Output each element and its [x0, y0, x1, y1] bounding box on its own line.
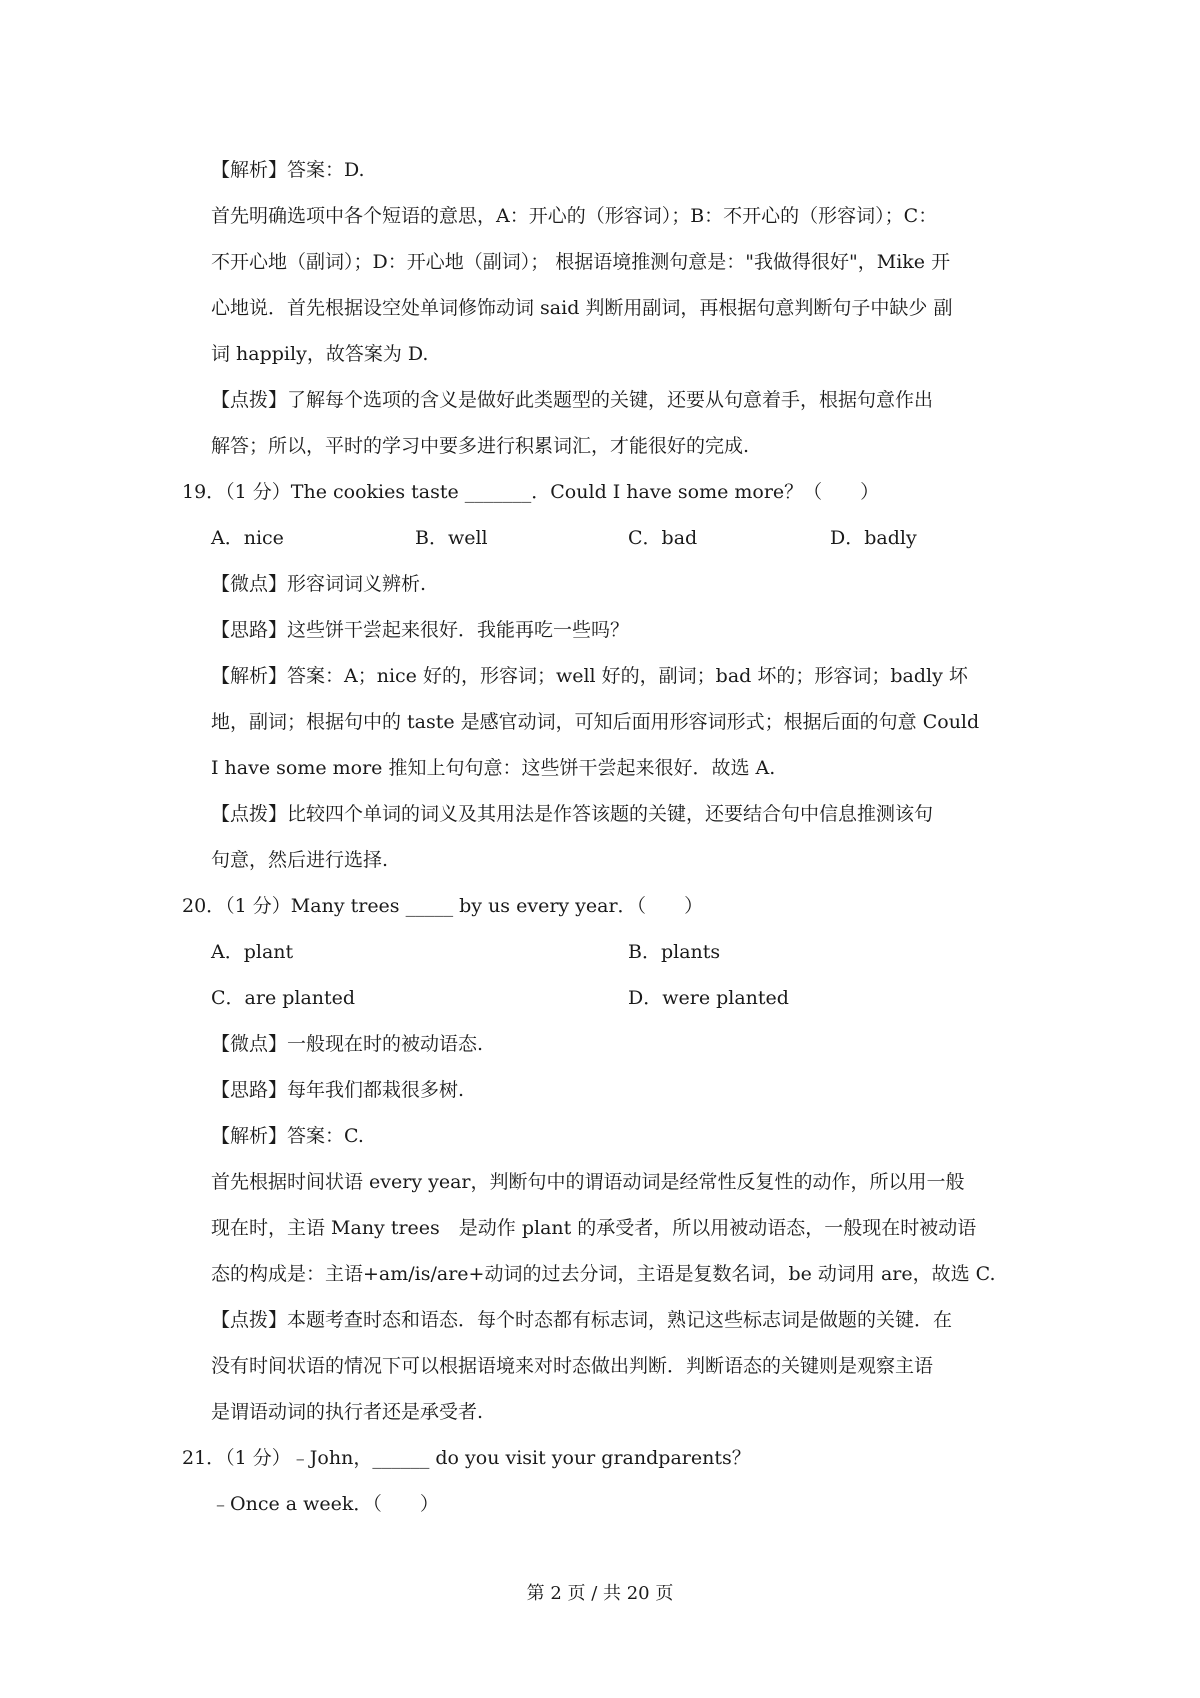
tip-text-line: 【点拨】本题考查时态和语态．每个时态都有标志词，熟记这些标志词是做题的关键．在 [211, 1309, 953, 1331]
question-19-stem: 19．（1 分）The cookies taste _______．Could I have some more？（ ） [182, 481, 880, 503]
tip-text-line: 句意，然后进行选择. [211, 849, 389, 871]
analysis-text-line: 心地说．首先根据设空处单词修饰动词 said 判断用副词，再根据句意判断句子中缺少 副 [211, 297, 953, 319]
option-c: C．are planted [211, 987, 356, 1009]
analysis-text-line: 【解析】答案：A；nice 好的，形容词；well 好的，副词；bad 坏的；形容词；badly 坏 [211, 665, 968, 687]
question-21-answer-line: ﹣Once a week．（ ） [211, 1493, 439, 1515]
analysis-text-line: 现在时，主语 Many trees 是动作 plant 的承受者，所以用被动语态，一般现在时被动语 [211, 1217, 977, 1239]
analysis-text-line: 态的构成是：主语+am/is/are+动词的过去分词，主语是复数名词，be 动词用 are，故选 C. [211, 1263, 996, 1285]
option-b: B．plants [628, 941, 721, 963]
tip-text-line: 是谓语动词的执行者还是承受者. [211, 1401, 484, 1423]
analysis-text-line: 地，副词；根据句中的 taste 是感官动词，可知后面用形容词形式；根据后面的句意 Could [211, 711, 980, 733]
page-footer: 第 2 页 / 共 20 页 [526, 1583, 674, 1604]
option-a: A．plant [211, 941, 294, 963]
option-c: C．bad [628, 527, 698, 549]
option-b: B．well [415, 527, 488, 549]
analysis-text-line: I have some more 推知上句句意：这些饼干尝起来很好．故选 A. [211, 757, 776, 779]
point-text: 【微点】形容词词义辨析. [211, 573, 427, 595]
idea-text: 【思路】每年我们都栽很多树. [211, 1079, 465, 1101]
tip-text-line: 没有时间状语的情况下可以根据语境来对时态做出判断．判断语态的关键则是观察主语 [211, 1355, 934, 1377]
analysis-text-line: 词 happily，故答案为 D. [211, 343, 429, 365]
analysis-text-line: 首先明确选项中各个短语的意思，A：开心的（形容词）；B：不开心的（形容词）；C： [211, 205, 938, 227]
option-d: D．badly [830, 527, 917, 549]
question-21-stem: 21．（1 分）﹣John，______ do you visit your grandparents？ [182, 1447, 751, 1469]
option-a: A．nice [211, 527, 284, 549]
tip-text-line: 【点拨】比较四个单词的词义及其用法是作答该题的关键，还要结合句中信息推测该句 [211, 803, 934, 825]
analysis-text-line: 首先根据时间状语 every year，判断句中的谓语动词是经常性反复性的动作，所以用一般 [211, 1171, 965, 1193]
tip-text-line: 【点拨】了解每个选项的含义是做好此类题型的关键，还要从句意着手，根据句意作出 [211, 389, 934, 411]
analysis-text-line: 不开心地（副词）；D：开心地（副词）； 根据语境推测句意是："我做得很好"，Mike 开 [211, 251, 951, 273]
point-text: 【微点】一般现在时的被动语态. [211, 1033, 484, 1055]
idea-text: 【思路】这些饼干尝起来很好．我能再吃一些吗？ [211, 619, 630, 641]
question-20-stem: 20．（1 分）Many trees _____ by us every year．（ ） [182, 895, 704, 917]
analysis-heading: 【解析】答案：D. [211, 159, 365, 181]
option-d: D．were planted [628, 987, 789, 1009]
analysis-heading: 【解析】答案：C. [211, 1125, 364, 1147]
tip-text-line: 解答；所以，平时的学习中要多进行积累词汇，才能很好的完成. [211, 435, 750, 457]
